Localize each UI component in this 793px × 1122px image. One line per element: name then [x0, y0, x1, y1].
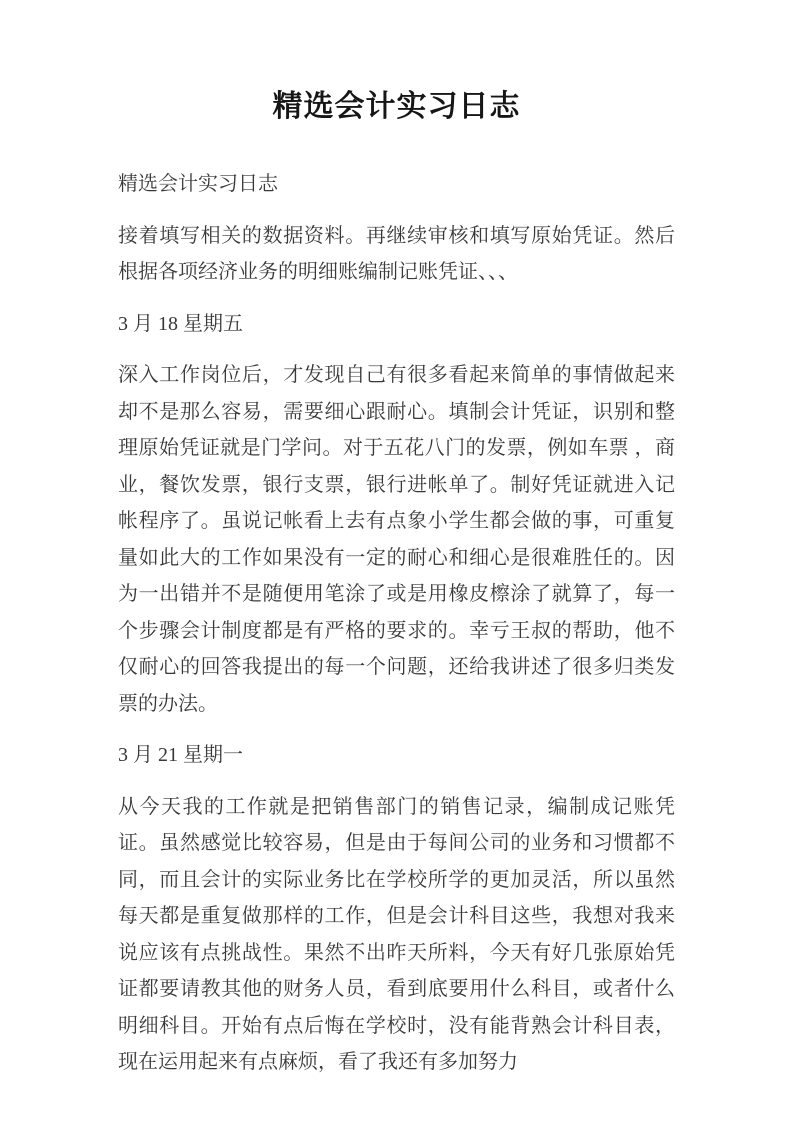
subtitle-paragraph: 精选会计实习日志	[118, 173, 278, 195]
diary-entry-march-21: 从今天我的工作就是把销售部门的销售记录，编制成记账凭证。虽然感觉比较容易，但是由于每间公司的业务和习惯都不同，而且会计的实际业务比在学校所学的更加灵活，所以虽然每天都是重复做那样的工作，但是会计科目这些，我想对我来说应该有点挑战性。果然不出昨天所料，今天有好几张原始凭证都要请教其他的财务人员，看到底要用什么科目，或者什么明细科目。开始有点后悔在学校时，没有能背熟会计科目表，现在运用起来有点麻烦，看了我还有多加努力	[118, 795, 675, 1073]
intro-paragraph: 接着填写相关的数据资料。再继续审核和填写原始凭证。然后根据各项经济业务的明细账编制记账凭证、、、	[118, 224, 675, 283]
page-title: 精选会计实习日志	[272, 90, 521, 123]
diary-entry-march-18: 深入工作岗位后，才发现自己有很多看起来简单的事情做起来却不是那么容易，需要细心跟耐心。填制会计凭证，识别和整理原始凭证就是门学问。对于五花八门的发票，例如车票 ，商业，餐饮发票，银行支票，银行进帐单了。制好凭证就进入记帐程序了。虽说记帐看上去有点象小学生都会做的事，可重复量如此大的工作如果没有一定的耐心和细心是很难胜任的。因为一出错并不是随便用笔涂了或是用橡皮檫涂了就算了，每一个步骤会计制度都是有严格的要求的。幸亏王叔的帮助，他不仅耐心的回答我提出的每一个问题，还给我讲述了很多归类发票的办法。	[118, 364, 675, 715]
date-heading-march-21: 3 月 21 星期一	[118, 744, 243, 766]
date-heading-march-18: 3 月 18 星期五	[118, 312, 243, 335]
